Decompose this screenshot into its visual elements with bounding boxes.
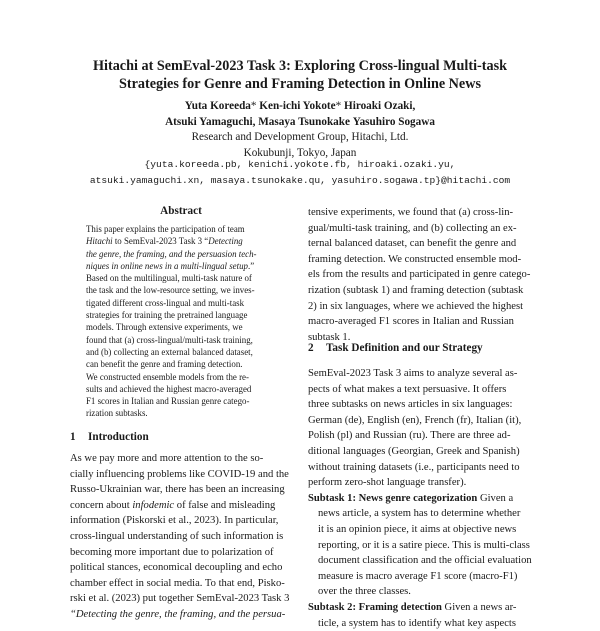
task-title-italic: the genre, the framing, and the persuasion tech-	[86, 249, 256, 259]
author-name: Atsuki Yamaguchi,	[165, 116, 255, 128]
body-line: ditional languages (Georgian, Greek and Spanish)	[308, 444, 530, 460]
body-line: subtask 1.	[308, 330, 530, 346]
abstract-line: rization subtasks.	[86, 407, 280, 419]
body-line: information (Piskorski et al., 2023). In particular,	[70, 513, 292, 529]
email-line-1: {yuta.koreeda.pb, kenichi.yokote.fb, hiroaki.ozaki.yu,	[0, 157, 600, 173]
body-line: els from the results and participated in genre catego-	[308, 267, 530, 283]
body-line: reporting, or it is a satire piece. This is multi-class	[308, 538, 530, 554]
body-line: ticle, a system has to identify what key aspects	[308, 616, 530, 631]
section-number: 2	[308, 342, 326, 354]
abstract-line: can benefit the genre and framing detection.	[86, 358, 280, 370]
body-line: news article, a system has to determine whether	[308, 506, 530, 522]
body-line: German (de), English (en), French (fr), Italian (it),	[308, 413, 530, 429]
body-line: Russo-Ukrainian war, there has been an increasing	[70, 482, 292, 498]
body-line: 2) in six languages, where we achieved the highest	[308, 299, 530, 315]
body-line: tensive experiments, we found that (a) cross-lin-	[308, 205, 530, 221]
body-line: As we pay more and more attention to the so-	[70, 451, 292, 467]
section-title: Introduction	[88, 431, 149, 443]
body-line: pects of what makes a text persuasive. It offers	[308, 382, 530, 398]
body-line: rski et al. (2023) put together SemEval-2023 Task 3	[70, 591, 292, 607]
task-title-italic: niques in online news in a multi-lingual setup	[86, 261, 248, 271]
subtask-1-label: Subtask 1: News genre categorization	[308, 493, 477, 504]
abstract-line: strategies for training the pretrained language	[86, 309, 280, 321]
team-name: Hitachi	[86, 236, 113, 246]
abstract-line: Based on the multilingual, multi-task nature of	[86, 272, 280, 284]
title-line-2: Strategies for Genre and Framing Detection in Online News	[0, 75, 600, 93]
body-line: SemEval-2023 Task 3 aims to analyze several as-	[308, 366, 530, 382]
body-text: Given a news ar-	[442, 602, 517, 613]
body-line: ternal balanced dataset, can benefit the genre and	[308, 236, 530, 252]
abstract-line	[86, 235, 280, 247]
author-name: Yuta Koreeda	[185, 100, 251, 112]
author-name: Yasuhiro Sogawa	[353, 116, 435, 128]
body-line: document classification and the official evaluation	[308, 553, 530, 569]
task-title-italic: Detecting	[208, 236, 243, 246]
abstract-line: the task and the low-resource setting, we inves-	[86, 284, 280, 296]
body-line: cially influencing problems like COVID-19 and the	[70, 467, 292, 483]
abstract-line	[86, 260, 280, 272]
body-text: of false and misleading	[174, 500, 275, 511]
abstract-line: sults and achieved the highest macro-averaged	[86, 383, 280, 395]
author-separator: *	[251, 100, 259, 112]
authors-row-1	[0, 99, 600, 115]
body-line: macro-averaged F1 scores in Italian and Russian	[308, 314, 530, 330]
body-line: cross-lingual understanding of such information is	[70, 529, 292, 545]
body-line: measure is macro average F1 score (macro-F1)	[308, 569, 530, 585]
body-line: perform zero-shot language transfer).	[308, 475, 530, 491]
abstract-line: found that (a) cross-lingual/multi-task training,	[86, 334, 280, 346]
subtask-1-line	[308, 491, 530, 507]
author-name: Hiroaki Ozaki,	[344, 100, 415, 112]
location: Kokubunji, Tokyo, Japan	[0, 146, 600, 162]
abstract-line: and (b) collecting an external balanced dataset,	[86, 346, 280, 358]
body-line: without training datasets (i.e., participants need to	[308, 460, 530, 476]
authors-row-2	[0, 115, 600, 131]
abstract-body	[86, 223, 280, 420]
abstract-line: F1 scores in Italian and Russian genre catego-	[86, 395, 280, 407]
body-line	[70, 607, 292, 623]
abstract-line	[86, 248, 280, 260]
affiliation: Research and Development Group, Hitachi, Ltd.	[0, 130, 600, 146]
body-line: chamber effect in social media. To that end, Pisko-	[70, 576, 292, 592]
body-line: becoming more important due to polarization of	[70, 545, 292, 561]
abstract-text: to SemEval-2023 Task 3 “	[113, 236, 209, 246]
section-number: 1	[70, 431, 88, 443]
author-block	[0, 99, 600, 161]
body-line: three subtasks on news articles in six languages:	[308, 397, 530, 413]
body-text: concern about	[70, 500, 132, 511]
abstract-line: models. Through extensive experiments, we	[86, 321, 280, 333]
section-1-heading	[70, 431, 149, 443]
author-name: Ken-ichi Yokote	[259, 100, 335, 112]
subtask-2-label: Subtask 2: Framing detection	[308, 602, 442, 613]
subtask-2-line	[308, 600, 530, 616]
abstract-line: We constructed ensemble models from the re-	[86, 371, 280, 383]
body-line: rization (subtask 1) and framing detection (subtask	[308, 283, 530, 299]
author-separator: *	[336, 100, 344, 112]
body-line: Polish (pl) and Russian (ru). There are three ad-	[308, 428, 530, 444]
body-line: it is an opinion piece, it aims at objective news	[308, 522, 530, 538]
section-title: Task Definition and our Strategy	[326, 342, 483, 354]
body-line: gual/multi-task training, and (b) collecting an ex-	[308, 221, 530, 237]
title-line-1: Hitachi at SemEval-2023 Task 3: Exploring Cross-lingual Multi-task	[0, 57, 600, 75]
task-title-italic: “Detecting the genre, the framing, and the persua-	[70, 609, 285, 620]
author-name: Masaya Tsunokake	[258, 116, 350, 128]
intro-continuation	[308, 205, 530, 345]
abstract-line: tigated different cross-lingual and multi-task	[86, 297, 280, 309]
body-line: framing detection. We constructed ensemble mod-	[308, 252, 530, 268]
infodemic-term: infodemic	[132, 500, 174, 511]
email-line-2: atsuki.yamaguchi.xn, masaya.tsunokake.qu, yasuhiro.sogawa.tp}@hitachi.com	[0, 173, 600, 189]
body-text: Given a	[477, 493, 513, 504]
right-column	[308, 205, 530, 345]
paper-title	[0, 57, 600, 93]
abstract-line: This paper explains the participation of team	[86, 223, 280, 235]
abstract-heading: Abstract	[70, 205, 292, 217]
section-2-body	[308, 366, 530, 631]
body-line: over the three classes.	[308, 584, 530, 600]
author-emails	[0, 157, 600, 188]
introduction-body	[70, 451, 292, 623]
section-2-heading	[308, 342, 483, 354]
body-line: political stances, economical decoupling and echo	[70, 560, 292, 576]
body-line	[70, 498, 292, 514]
abstract-text: .”	[248, 261, 254, 271]
